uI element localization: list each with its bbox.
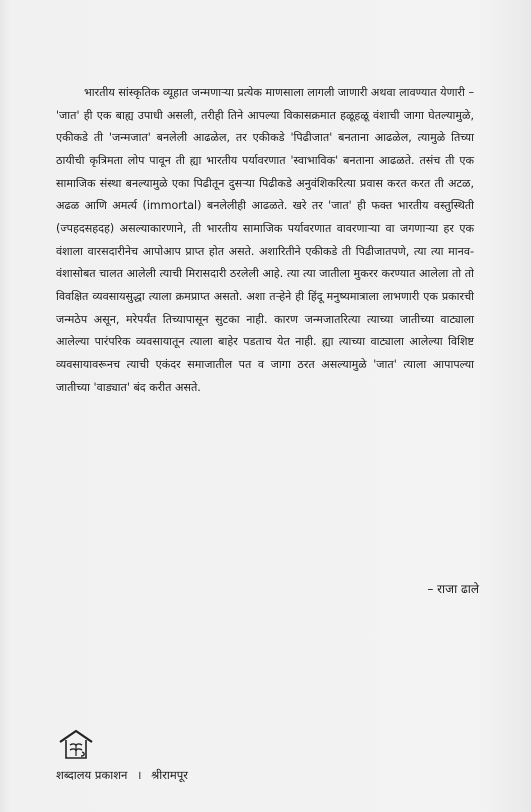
- publisher-line: [56, 766, 188, 784]
- author-attribution: – राजा ढाले: [427, 582, 479, 596]
- publisher-city: श्रीरामपूर: [151, 768, 189, 782]
- blurb-paragraph: [56, 82, 474, 399]
- publisher-name: शब्दालय प्रकाशन: [56, 768, 128, 782]
- house-book-logo-icon: [56, 728, 96, 762]
- publisher-separator: ।: [137, 768, 142, 782]
- blurb-text: भारतीय सांस्कृतिक व्यूहात जन्मणाऱ्या प्रत्येक माणसाला लागली जाणारी अथवा लावण्यात येणारी – 'जात' ही एक बाह्य उपाधी असली, तरीही तिने आपल्या विकासक्रमात हळूहळू वंशाची जागा घेतल्यामुळे, एकीकडे ती 'जन्मजात' बनलेली आढळेल, तर एकीकडे 'पिढीजात' बनताना आढळेल, त्यामुळे तिच्या ठायीची कृत्रिमता लोप पावून ती ह्या भारतीय पर्यावरणात 'स्वाभाविक' बनताना आढळते. तसंच ती एक सामाजिक संस्था बनल्यामुळे एका पिढीतून दुसऱ्या पिढीकडे अनुवंशिकरित्या प्रवास करत करत ती अटळ, अढळ आणि अमर्त्य (immortal) बनलेलीही आढळते. खरे तर 'जात' ही फक्त भारतीय वस्तुस्थिती (ज्पहदसहदह) असल्याकारणाने, ती भारतीय सामाजिक पर्यावरणात वावरणाऱ्या वा जगणाऱ्या हर एक वंशाला वारसदारीनेच आपोआप प्राप्त होत असते. अशारितीने एकीकडे ती पिढीजातपणे, त्या त्या मानव-वंशासोबत चालत आलेली त्याची मिरासदारी ठरलेली आहे. त्या त्या जातीला मुकरर करण्यात आलेला तो तो विवक्षित व्यवसायसुद्धा त्याला क्रमप्राप्त असतो. अशा तऱ्हेने ही हिंदू मनुष्यमात्राला लाभणारी एक प्रकारची जन्मठेप असून, मरेपर्यंत तिच्यापासून सुटका नाही. कारण जन्मजातरित्या त्याच्या जातीच्या वाट्याला आलेल्या पारंपरिक व्यवसायातून त्याला बाहेर पडताच येत नाही. ह्या त्याच्या वाट्याला आलेल्या विशिष्ट व्यवसायावरूनच त्याची एकंदर समाजातील पत व जागा ठरत असल्यामुळे 'जात' त्याला आपापल्या जातीच्या 'वाड्यात' बंद करीत असते.: [56, 86, 474, 394]
